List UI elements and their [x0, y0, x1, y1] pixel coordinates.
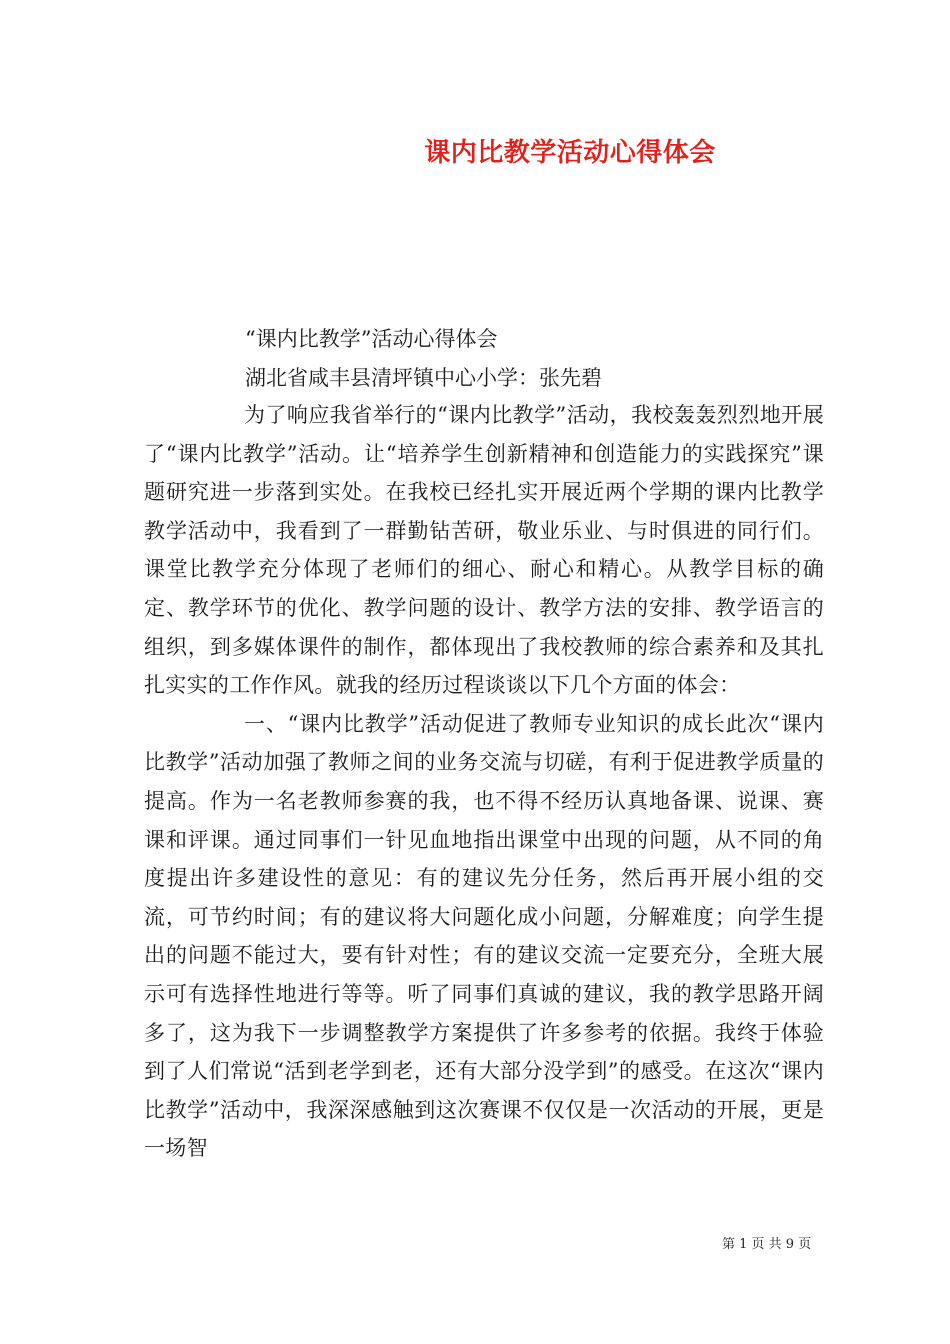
paragraph-intro: 为了响应我省举行的“课内比教学”活动，我校轰轰烈烈地开展了“课内比教学”活动。让“培养学生创新精神和创造能力的实践探究”课题研究进一步落到实处。在我校已经扎实开展近两个学期的课内比教学教学活动中，我看到了一群勤钻苦研，敬业乐业、与时俱进的同行们。课堂比教学充分体现了老师们的细心、耐心和精心。从教学目标的确定、教学环节的优化、教学问题的设计、教学方法的安排、教学语言的组织，到多媒体课件的制作，都体现出了我校教师的综合素养和及其扎扎实实的工作作风。就我的经历过程谈谈以下几个方面的体会： — [144, 403, 824, 698]
page-footer: 第 1 页 共 9 页 — [722, 1237, 812, 1252]
author-line: 湖北省咸丰县清坪镇中心小学：张先碧 — [245, 366, 602, 390]
article-body — [144, 396, 824, 1168]
document-title: 课内比教学活动心得体会 — [424, 138, 716, 168]
article-subheading: “课内比教学”活动心得体会 — [245, 327, 498, 351]
paragraph-section-one: 一、“课内比教学”活动促进了教师专业知识的成长此次“课内比教学”活动加强了教师之间的业务交流与切磋，有利于促进教学质量的提高。作为一名老教师参赛的我，也不得不经历认真地备课、说课、赛课和评课。通过同事们一针见血地指出课堂中出现的问题，从不同的角度提出许多建设性的意见：有的建议先分任务，然后再开展小组的交流，可节约时间；有的建议将大问题化成小问题，分解难度；向学生提出的问题不能过大，要有针对性；有的建议交流一定要充分，全班大展示可有选择性地进行等等。听了同事们真诚的建议，我的教学思路开阔多了，这为我下一步调整教学方案提供了许多参考的依据。我终于体验到了人们常说“活到老学到老，还有大部分没学到”的感受。在这次“课内比教学”活动中，我深深感触到这次赛课不仅仅是一次活动的开展，更是一场智 — [144, 711, 824, 1161]
